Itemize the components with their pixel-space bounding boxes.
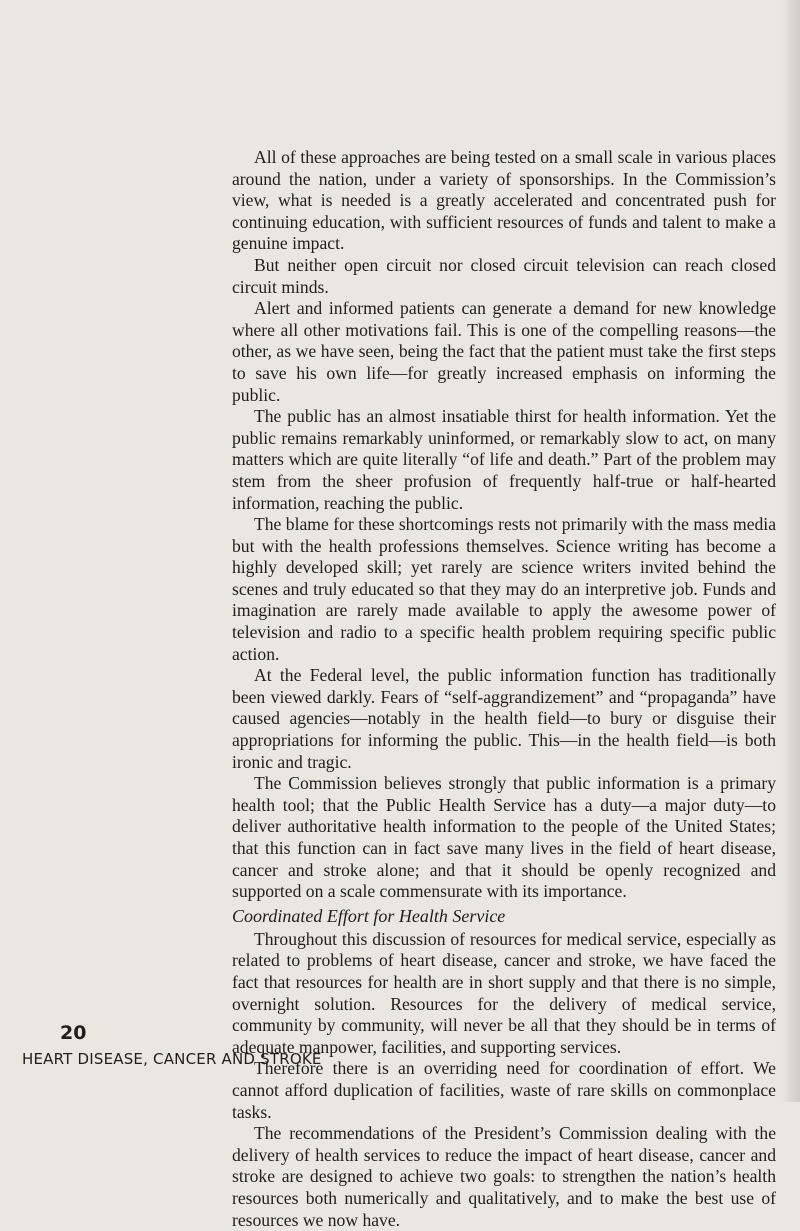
page-number: 20 — [60, 1022, 87, 1044]
paragraph: The blame for these shortcomings rests not primarily with the mass media but with the health professions themselves. Science writing has become a highly developed skill; yet rarely are science writers invited behind the scenes and truly educated so that they may do an interpretive job. Funds and imagination are rarely made available to apply the awesome power of television and radio to a specific health problem requiring specific public action. — [232, 514, 776, 664]
body-text — [232, 147, 776, 1231]
paragraph: The Commission believes strongly that public information is a primary health tool; that the Public Health Service has a duty—a major duty—to deliver authoritative health information to the people of the United States; that this function can in fact save many lives in the field of heart disease, cancer and stroke alone; and that it should be openly recognized and supported on a scale commensurate with its importance. — [232, 773, 776, 902]
page-edge-shadow — [782, 0, 800, 1102]
paragraph: All of these approaches are being tested on a small scale in various places around the nation, under a variety of sponsorships. In the Commission’s view, what is needed is a greatly accelerated and concentrated push for continuing education, with sufficient resources of funds and talent to make a genuine impact. — [232, 147, 776, 254]
paragraph: Alert and informed patients can generate a demand for new knowledge where all other motivations fail. This is one of the compelling reasons—the other, as we have seen, being the fact that the patient must take the first steps to save his own life—for greatly increased emphasis on informing the public. — [232, 298, 776, 405]
paragraph: Therefore there is an overriding need for coordination of effort. We cannot afford duplication of facilities, waste of rare skills on commonplace tasks. — [232, 1058, 776, 1122]
section-heading: Coordinated Effort for Health Service — [232, 905, 506, 926]
paragraph: But neither open circuit nor closed circuit television can reach closed circuit minds. — [232, 254, 776, 297]
paragraph: The recommendations of the President’s Commission dealing with the delivery of health services to reduce the impact of heart disease, cancer and stroke are designed to achieve two goals: to strengthen the nation’s health resources both numerically and qualitatively, and to make the best use of resources we now have. — [232, 1123, 776, 1230]
paragraph: Throughout this discussion of resources for medical service, especially as related to problems of heart disease, cancer and stroke, we have faced the fact that resources for health are in short supply and that there is no simple, overnight solution. Resources for the delivery of medical service, community by community, will never be all that they should be in terms of adequate manpower, facilities, and supporting services. — [232, 928, 776, 1057]
paragraph: At the Federal level, the public information function has traditionally been viewed darkly. Fears of “self-aggrandizement” and “propaganda” have caused agencies—notably in the health field—to bury or disguise their appropriations for informing the public. This—in the health field—is both ironic and tragic. — [232, 665, 776, 772]
running-head: HEART DISEASE, CANCER AND STROKE — [22, 1050, 322, 1068]
paragraph: The public has an almost insatiable thirst for health information. Yet the public remains remarkably uninformed, or remarkably slow to act, on many matters which are quite literally “of life and death.” Part of the problem may stem from the sheer profusion of frequently half-true or half-hearted information, reaching the public. — [232, 406, 776, 513]
